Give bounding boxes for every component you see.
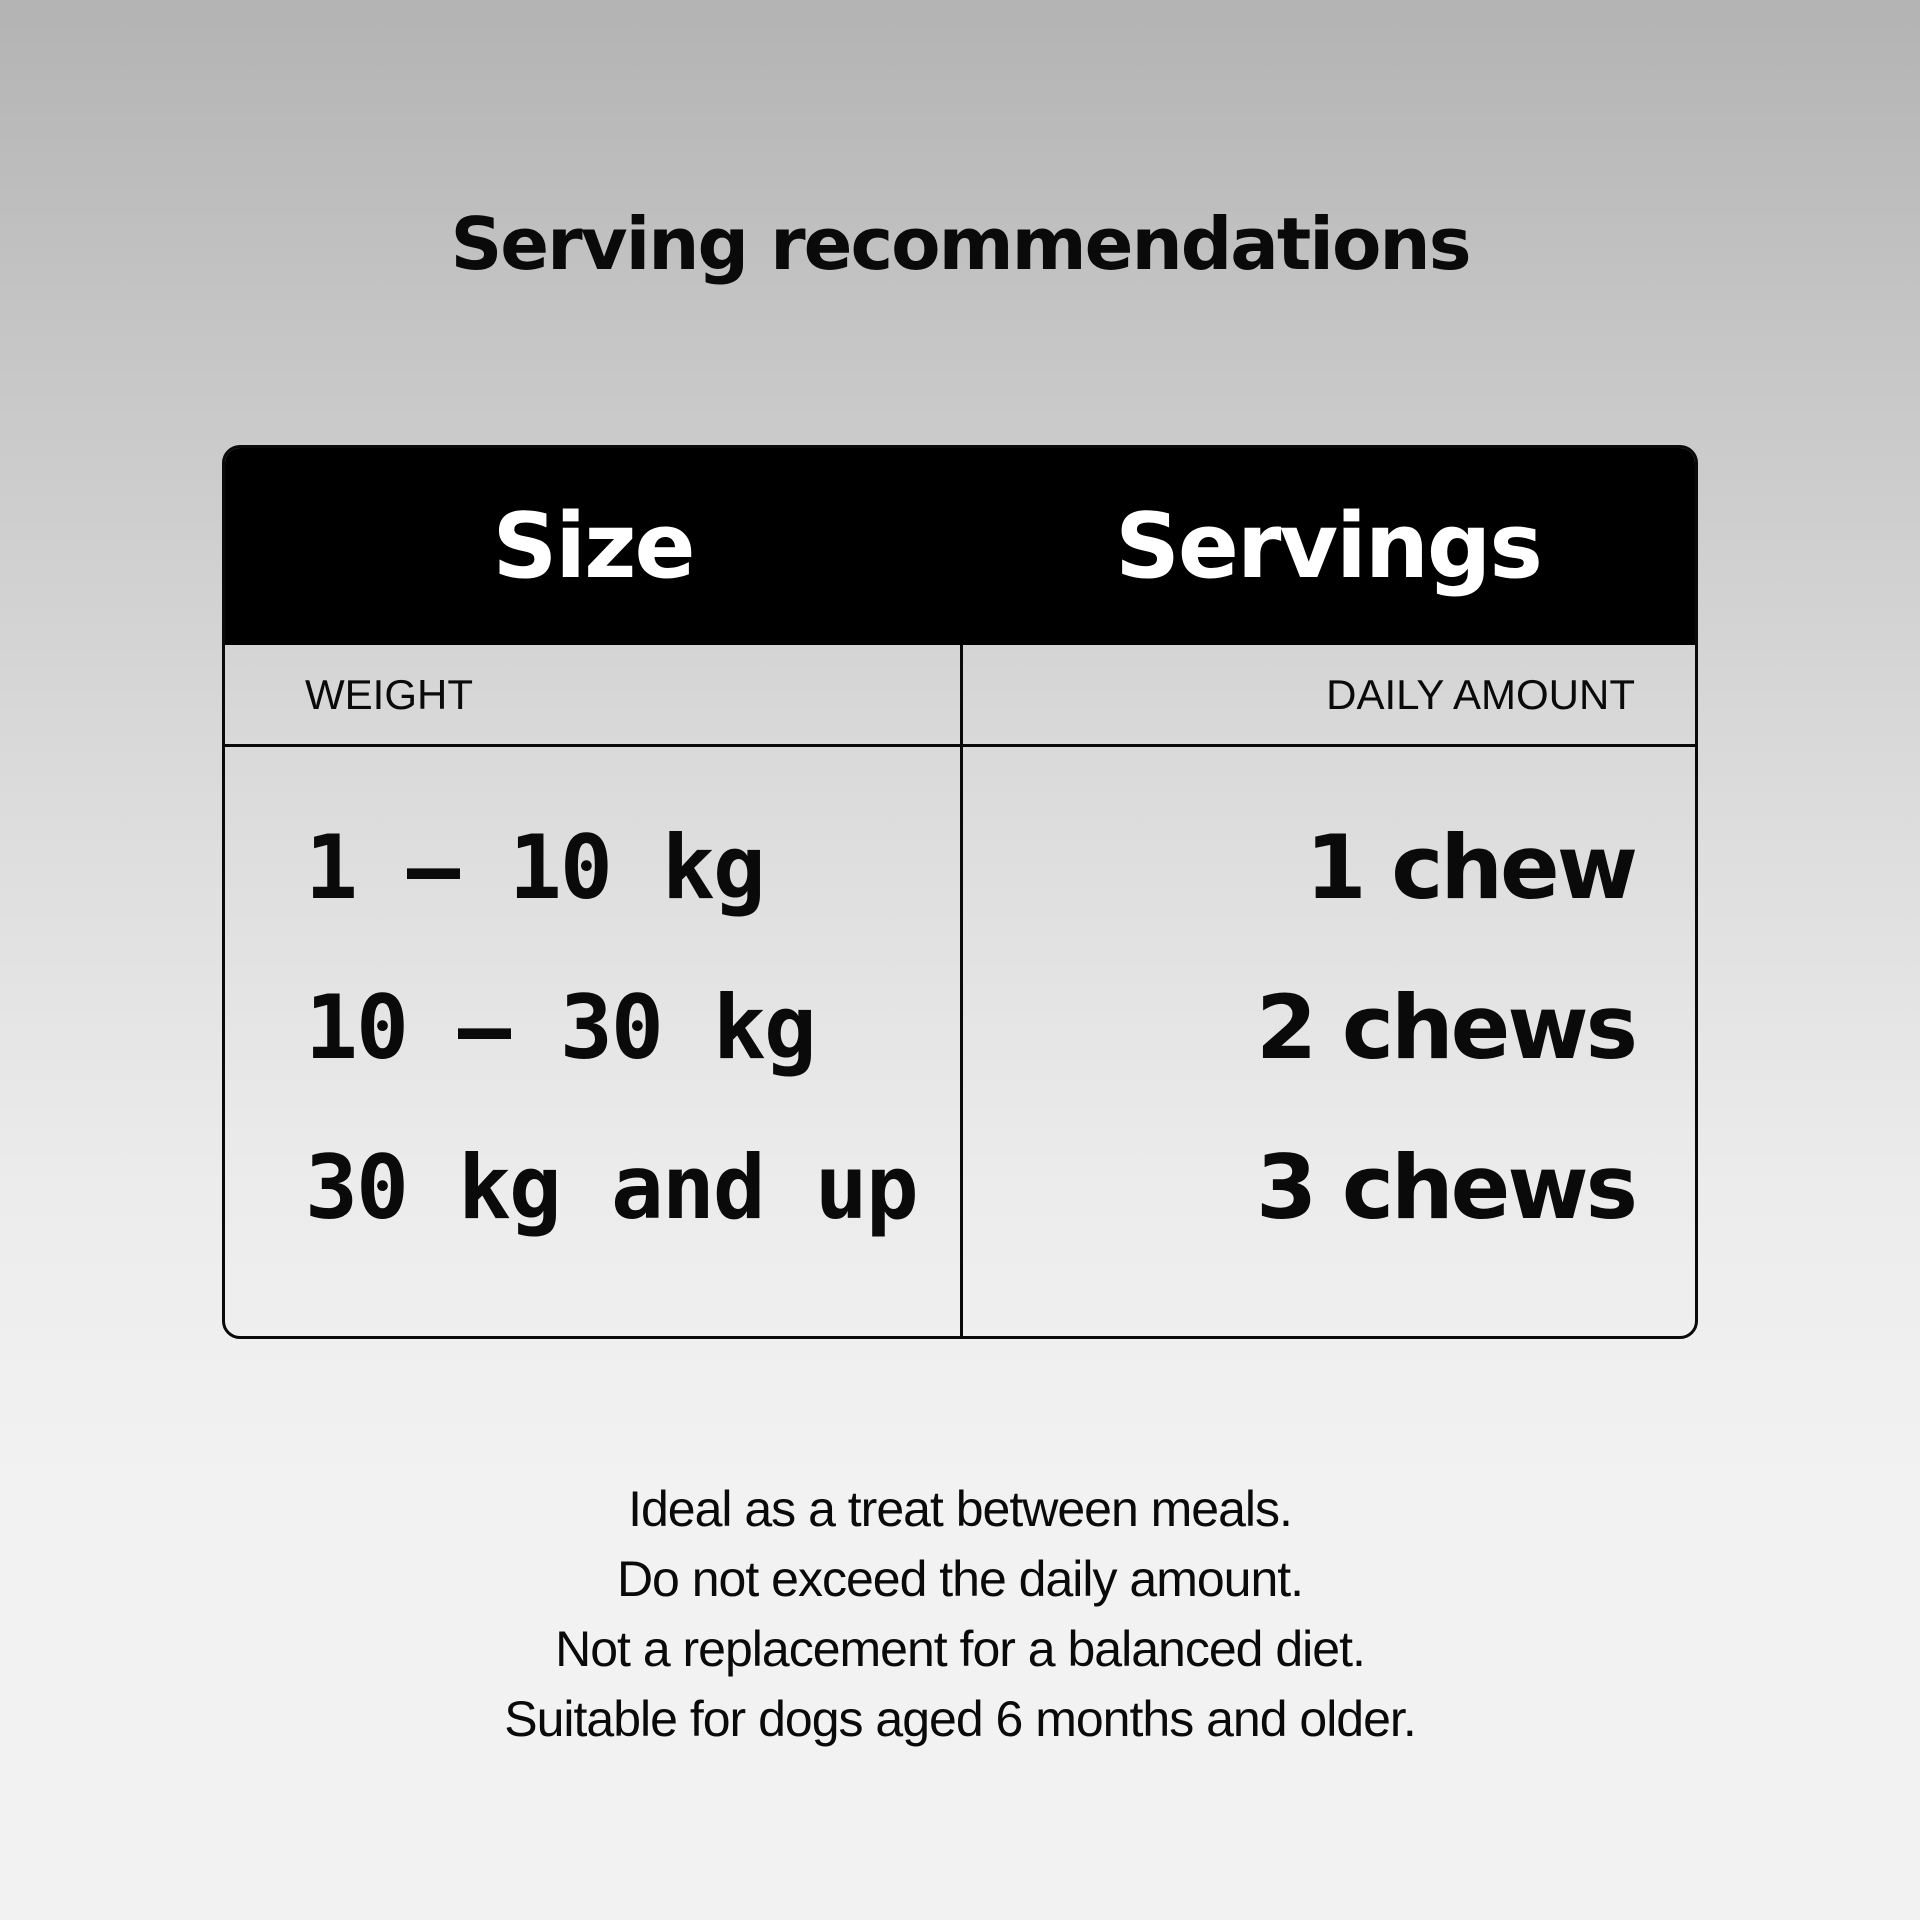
note-line: Not a replacement for a balanced diet. bbox=[555, 1621, 1365, 1677]
serving-table bbox=[222, 445, 1698, 1339]
table-row-1-servings: 1 chew bbox=[1305, 816, 1635, 919]
table-row-3-servings: 3 chews bbox=[1255, 1136, 1635, 1239]
page-title: Serving recommendations bbox=[450, 202, 1470, 286]
table-row-3-weight: 30 kg and up bbox=[305, 1136, 917, 1239]
table-header-row bbox=[225, 448, 1695, 645]
note-line: Ideal as a treat between meals. bbox=[628, 1481, 1292, 1537]
subheader-daily-amount: DAILY AMOUNT bbox=[1326, 671, 1635, 718]
note-line: Do not exceed the daily amount. bbox=[616, 1551, 1304, 1607]
table-row-2-weight: 10 – 30 kg bbox=[305, 976, 815, 1079]
notes-block bbox=[0, 1474, 1920, 1754]
table-row-1-weight: 1 – 10 kg bbox=[305, 816, 764, 919]
note-line: Suitable for dogs aged 6 months and older. bbox=[504, 1691, 1416, 1747]
subheader-divider bbox=[225, 744, 1695, 747]
header-size: Size bbox=[492, 494, 694, 599]
subheader-weight: WEIGHT bbox=[305, 671, 473, 718]
column-divider bbox=[960, 645, 963, 1339]
table-row-2-servings: 2 chews bbox=[1255, 976, 1635, 1079]
header-servings: Servings bbox=[1115, 494, 1541, 599]
